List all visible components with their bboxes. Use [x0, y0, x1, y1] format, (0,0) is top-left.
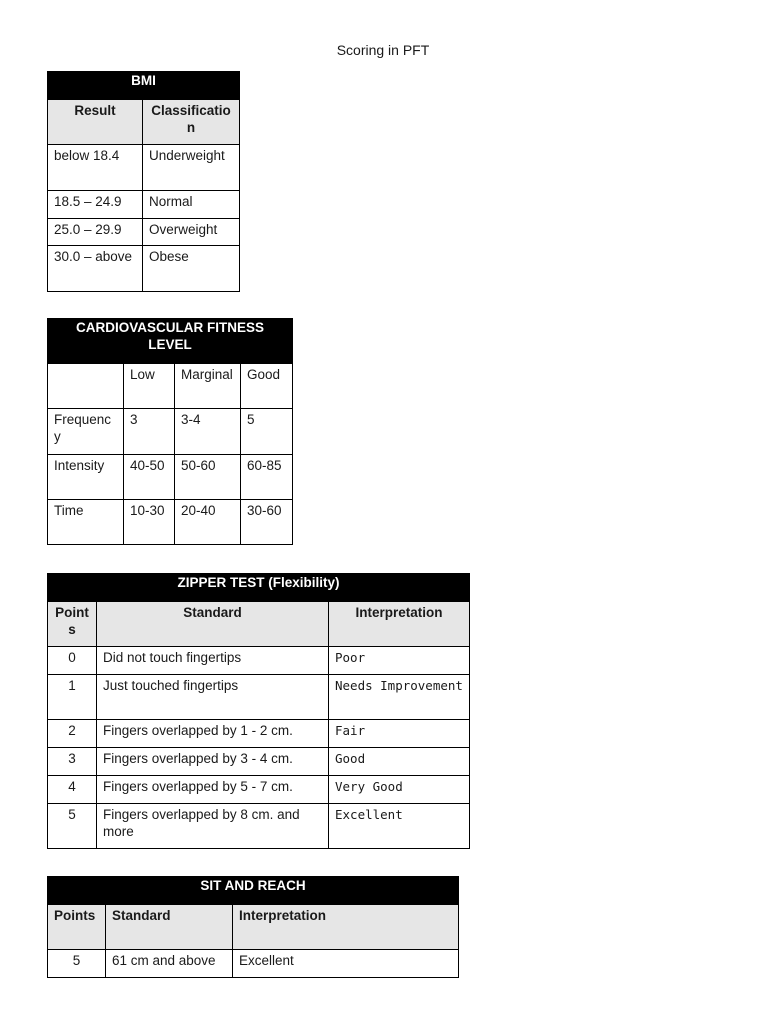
cardio-header-good: Good: [241, 364, 293, 409]
sit-reach-table: [47, 876, 459, 978]
zipper-cell-points: 5: [48, 804, 97, 849]
cardio-cell: 60-85: [241, 455, 293, 500]
bmi-cell: below 18.4: [48, 145, 143, 191]
zipper-cell-points: 4: [48, 776, 97, 804]
sit-reach-banner: SIT AND REACH: [48, 877, 459, 905]
zipper-cell-interpretation: Excellent: [329, 804, 470, 849]
table-row: [48, 647, 470, 675]
bmi-header-classification: Classification: [143, 100, 240, 145]
cardio-header-marginal: Marginal: [175, 364, 241, 409]
bmi-table: [47, 71, 240, 292]
zipper-cell-points: 2: [48, 720, 97, 748]
zipper-cell-standard: Fingers overlapped by 3 - 4 cm.: [97, 748, 329, 776]
bmi-header-result: Result: [48, 100, 143, 145]
sit-reach-header-standard: Standard: [106, 905, 233, 950]
sit-reach-header-points: Points: [48, 905, 106, 950]
table-row: [48, 191, 240, 219]
cardio-banner: CARDIOVASCULAR FITNESS LEVEL: [48, 319, 293, 364]
sit-reach-cell-standard: 61 cm and above: [106, 950, 233, 978]
table-row: [48, 675, 470, 720]
table-row: [48, 720, 470, 748]
bmi-banner: BMI: [48, 72, 240, 100]
cardio-header: [48, 364, 124, 409]
table-row: [48, 776, 470, 804]
table-row: [48, 219, 240, 246]
sit-reach-header-interpretation: Interpretation: [233, 905, 459, 950]
table-row: [48, 500, 293, 545]
bmi-cell: Normal: [143, 191, 240, 219]
cardio-header-low: Low: [124, 364, 175, 409]
cardio-cell: 10-30: [124, 500, 175, 545]
zipper-cell-points: 3: [48, 748, 97, 776]
cardio-cell: 40-50: [124, 455, 175, 500]
table-row: [48, 748, 470, 776]
zipper-cell-points: 1: [48, 675, 97, 720]
zipper-cell-interpretation: Poor: [329, 647, 470, 675]
cardio-cell: Intensity: [48, 455, 124, 500]
page-title-text: Scoring in PFT: [336, 42, 430, 58]
zipper-cell-interpretation: Good: [329, 748, 470, 776]
zipper-table: [47, 573, 470, 849]
table-row: [48, 950, 459, 978]
table-row: [48, 145, 240, 191]
table-row: [48, 246, 240, 292]
zipper-cell-standard: Fingers overlapped by 8 cm. and more: [97, 804, 329, 849]
cardio-cell: 50-60: [175, 455, 241, 500]
bmi-cell: Obese: [143, 246, 240, 292]
zipper-header-interpretation: Interpretation: [329, 602, 470, 647]
zipper-cell-standard: Did not touch fingertips: [97, 647, 329, 675]
table-row: [48, 455, 293, 500]
sit-reach-cell-points: 5: [48, 950, 106, 978]
zipper-cell-interpretation: Fair: [329, 720, 470, 748]
cardio-cell: 5: [241, 409, 293, 455]
cardio-cell: 3-4: [175, 409, 241, 455]
page-title: [0, 42, 768, 58]
zipper-cell-interpretation: Needs Improvement: [329, 675, 470, 720]
bmi-cell: 25.0 – 29.9: [48, 219, 143, 246]
cardio-cell: 20-40: [175, 500, 241, 545]
cardio-cell: 3: [124, 409, 175, 455]
cardio-cell: Time: [48, 500, 124, 545]
zipper-cell-standard: Just touched fingertips: [97, 675, 329, 720]
cardio-cell: 30-60: [241, 500, 293, 545]
zipper-banner: ZIPPER TEST (Flexibility): [48, 574, 470, 602]
zipper-cell-standard: Fingers overlapped by 5 - 7 cm.: [97, 776, 329, 804]
table-row: [48, 409, 293, 455]
bmi-cell: Underweight: [143, 145, 240, 191]
cardio-cell: Frequency: [48, 409, 124, 455]
bmi-cell: 30.0 – above: [48, 246, 143, 292]
zipper-cell-standard: Fingers overlapped by 1 - 2 cm.: [97, 720, 329, 748]
zipper-cell-points: 0: [48, 647, 97, 675]
cardio-table: [47, 318, 293, 545]
table-row: [48, 804, 470, 849]
bmi-cell: Overweight: [143, 219, 240, 246]
table-row: [48, 364, 293, 409]
zipper-cell-interpretation: Very Good: [329, 776, 470, 804]
zipper-header-points: Points: [48, 602, 97, 647]
bmi-cell: 18.5 – 24.9: [48, 191, 143, 219]
sit-reach-cell-interpretation: Excellent: [233, 950, 459, 978]
zipper-header-standard: Standard: [97, 602, 329, 647]
